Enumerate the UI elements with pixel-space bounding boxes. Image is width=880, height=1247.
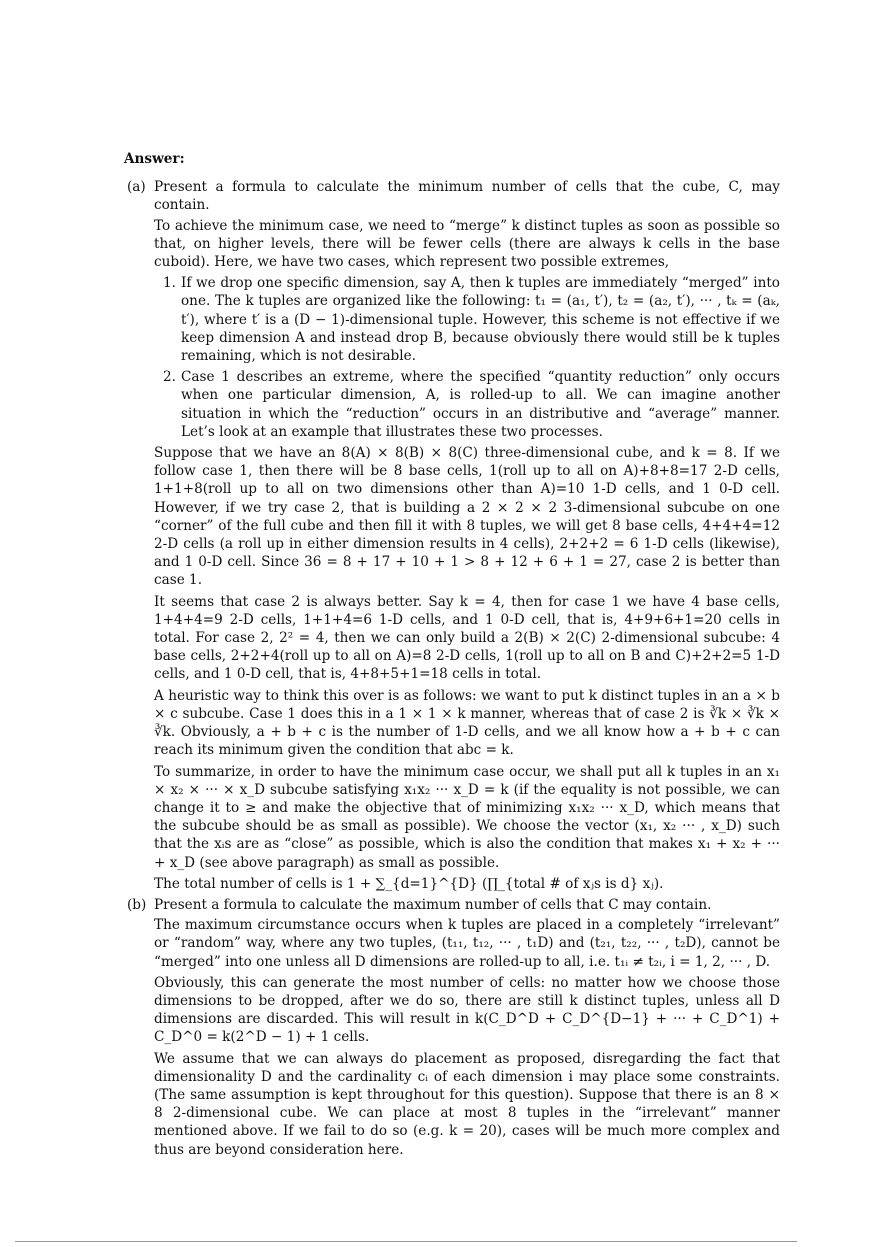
part-a — [124, 178, 780, 893]
answer-heading: Answer: — [124, 151, 185, 167]
part-b — [124, 896, 780, 1159]
part-b-body — [154, 896, 780, 1159]
part-b-question: Present a formula to calculate the maximum number of cells that C may contain. — [154, 896, 712, 913]
part-a-intro: To achieve the minimum case, we need to “merge” k distinct tuples as soon as possible so that, on higher levels, there will be fewer cells (there are always k cells in the base cuboid). Here, we have two cases, which represent two possible extremes, — [154, 217, 780, 271]
case-2-text: Case 1 describes an extreme, where the specified “quantity reduction” only occurs when one particular dimension, A, is rolled-up to all. We can imagine another situation in which the “reduction” occurs in an distributive and “average” manner. Let’s look at an example that illustrates these two processes. — [181, 369, 780, 440]
answer-document — [124, 150, 780, 1162]
part-a-total-formula: The total number of cells is 1 + ∑_{d=1}^{D} (∏_{total # of xⱼs is d} xⱼ). — [154, 875, 664, 892]
footer-divider — [15, 1241, 797, 1242]
part-a-comparison-paragraph: It seems that case 2 is always better. Say k = 4, then for case 1 we have 4 base cells, 1+4+4=9 2-D cells, 1+1+4=6 1-D cells, and 1 0-D cell, that is, 4+9+6+1=20 cells in total. For case 2, 2² = 4, then we can only build a 2(B) × 2(C) 2-dimensional subcube: 4 base cells, 2+2+4(roll up to all on A)=8 2-D cells, 1(roll up to all on B and C)+2+2=5 1-D cells, and 1 0-D cell, that is, 4+8+5+1=18 cells in total. — [154, 593, 780, 683]
part-a-question: Present a formula to calculate the minimum number of cells that the cube, C, may contain. — [154, 179, 780, 214]
part-b-assumption-paragraph: We assume that we can always do placement as proposed, disregarding the fact that dimensionality D and the cardinality cᵢ of each dimension i may place some constraints. (The same assumption is kept throughout for this question). Suppose that there is an 8 × 8 2-dimensional cube. We can place at most 8 tuples in the “irrelevant” manner mentioned above. If we fail to do so (e.g. k = 20), cases will be much more complex and thus are beyond consideration here. — [154, 1050, 780, 1158]
part-a-example-paragraph: Suppose that we have an 8(A) × 8(B) × 8(C) three-dimensional cube, and k = 8. If we follow case 1, then there will be 8 base cells, 1(roll up to all on A)+8+8=17 2-D cells, 1+1+8(roll up to all on two dimensions other than A)=10 1-D cells, and 1 0-D cell. However, if we try case 2, that is building a 2 × 2 × 2 3-dimensional subcube on one “corner” of the full cube and then fill it with 8 tuples, we will get 8 base cells, 4+4+4=12 2-D cells (a roll up in either dimension results in 4 cells), 2+2+2 = 6 1-D cells (likewise), and 1 0-D cell. Since 36 = 8 + 17 + 10 + 1 > 8 + 12 + 6 + 1 = 27, case 2 is better than case 1. — [154, 445, 780, 589]
part-a-body — [154, 178, 780, 893]
case-item-1 — [154, 274, 780, 365]
part-b-label: (b) — [127, 896, 147, 913]
case-list — [154, 274, 780, 441]
part-b-maximum-paragraph: The maximum circumstance occurs when k tuples are placed in a completely “irrelevant” or “random” way, where any two tuples, (t₁₁, t₁₂, ··· , t₁D) and (t₂₁, t₂₂, ··· , t₂D), cannot be “merged” into one unless all D dimensions are rolled-up to all, i.e. t₁ᵢ ≠ t₂ᵢ, i = 1, 2, ··· , D. — [154, 917, 780, 970]
case-2-number: 2. — [163, 369, 176, 386]
case-item-2 — [154, 368, 780, 441]
part-b-formula-paragraph: Obviously, this can generate the most number of cells: no matter how we choose those dimensions to be dropped, after we do so, there are still k distinct tuples, unless all D dimensions are discarded. This will result in k(C_D^D + C_D^{D−1} + ··· + C_D^1) + C_D^0 = k(2^D − 1) + 1 cells. — [154, 974, 780, 1046]
part-a-heuristic-paragraph: A heuristic way to think this over is as follows: we want to put k distinct tuples in an a × b × c subcube. Case 1 does this in a 1 × 1 × k manner, whereas that of case 2 is ∛k × ∛k × ∛k. Obviously, a + b + c is the number of 1-D cells, and we all know how a + b + c can reach its minimum given the condition that abc = k. — [154, 687, 780, 759]
part-a-summary-paragraph: To summarize, in order to have the minimum case occur, we shall put all k tuples in an x₁ × x₂ × ··· × x_D subcube satisfying x₁x₂ ··· x_D = k (if the equality is not possible, we can change it to ≥ and make the objective that of minimizing x₁x₂ ··· x_D, which means that the subcube should be as small as possible). We choose the vector (x₁, x₂ ··· , x_D) such that the xᵢs are as “close” as possible, which is also the condition that makes x₁ + x₂ + ··· + x_D (see above paragraph) as small as possible. — [154, 763, 780, 871]
part-a-label: (a) — [127, 179, 146, 196]
case-1-number: 1. — [163, 275, 176, 292]
case-1-text: If we drop one specific dimension, say A, then k tuples are immediately “merged” into one. The k tuples are organized like the following: t₁ = (a₁, t′), t₂ = (a₂, t′), ··· , tₖ = (aₖ, t′), where t′ is a (D − 1)-dimensional tuple. However, this scheme is not effective if we keep dimension A and instead drop B, because obviously there would still be k tuples remaining, which is not desirable. — [181, 275, 780, 365]
